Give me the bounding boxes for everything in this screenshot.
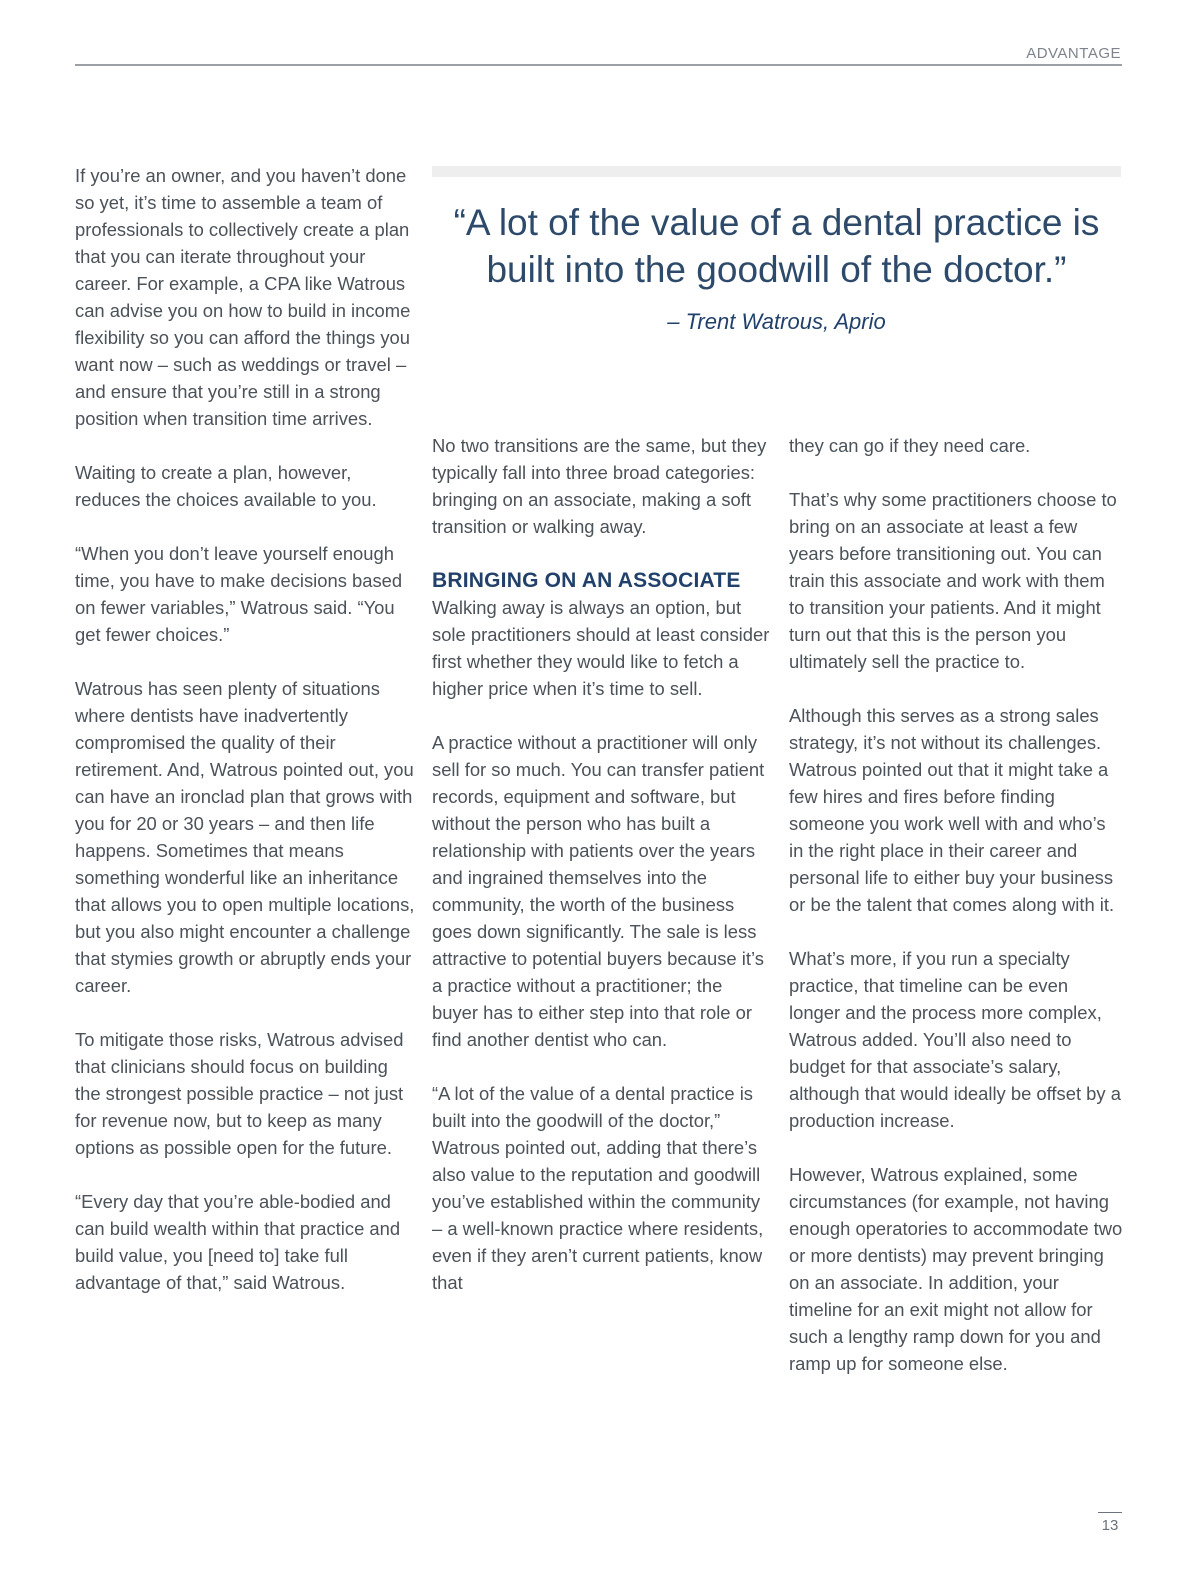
pull-quote-text: “A lot of the value of a dental practice is built into the goodwill of the doctor.” bbox=[453, 202, 1100, 290]
section-label: ADVANTAGE bbox=[1026, 45, 1121, 62]
paragraph: “Every day that you’re able-bodied and can build wealth within that practice and build value, you [need to] take full advantage of that,” said Watrous. bbox=[75, 1191, 401, 1293]
section-heading: BRINGING ON AN ASSOCIATE bbox=[432, 569, 741, 592]
paragraph: “When you don’t leave yourself enough time, you have to make decisions based on fewer variables,” Watrous said. “You get fewer choices.” bbox=[75, 543, 403, 645]
paragraph: “A lot of the value of a dental practice is built into the goodwill of the doctor,” Watrous pointed out, adding that there’s also value to the reputation and goodwill you’ve established within the community – a well-known practice where residents, even if they aren’t current patients, know that bbox=[432, 1083, 764, 1293]
article-column-3 bbox=[789, 432, 1124, 1404]
header-divider bbox=[75, 64, 1122, 66]
paragraph: Walking away is always an option, but sole practitioners should at least consider first whether they would like to fetch a higher price when it’s time to sell. bbox=[432, 597, 770, 699]
paragraph: Watrous has seen plenty of situations where dentists have inadvertently compromised the quality of their retirement. And, Watrous pointed out, you can have an ironclad plan that grows with you for 20 or 30 years – and then life happens. Sometimes that means something wonderful like an inheritance that allows you to open multiple locations, but you also might encounter a challenge that stymies growth or abruptly ends your career. bbox=[75, 678, 415, 996]
article-column-2 bbox=[432, 432, 772, 1323]
paragraph: If you’re an owner, and you haven’t done so yet, it’s time to assemble a team of professionals to collectively create a plan that you can iterate throughout your career. For example, a CPA like Watrous can advise you on how to build in income flexibility so you can afford the things you want now – such as weddings or travel – and ensure that you’re still in a strong position when transition time arrives. bbox=[75, 165, 411, 429]
paragraph: That’s why some practitioners choose to bring on an associate at least a few years before transitioning out. You can train this associate and work with them to transition your patients. And it might turn out that this is the person you ultimately sell the practice to. bbox=[789, 489, 1117, 672]
paragraph: Although this serves as a strong sales strategy, it’s not without its challenges. Watrous pointed out that it might take a few hires and fires before finding someone you work well with and who’s in the right place in their career and personal life to either buy your business or be the talent that comes along with it. bbox=[789, 705, 1115, 915]
page-number: 13 bbox=[1098, 1512, 1122, 1534]
paragraph: However, Watrous explained, some circumstances (for example, not having enough operatories to accommodate two or more dentists) may prevent bringing on an associate. In addition, your timeline for an exit might not allow for such a lengthy ramp down for you and ramp up for someone else. bbox=[789, 1164, 1123, 1374]
pull-quote bbox=[432, 166, 1121, 335]
paragraph: To mitigate those risks, Watrous advised that clinicians should focus on building the strongest possible practice – not just for revenue now, but to keep as many options as possible open for the future. bbox=[75, 1029, 404, 1158]
paragraph: Waiting to create a plan, however, reduces the choices available to you. bbox=[75, 462, 377, 510]
article-column-1 bbox=[75, 162, 415, 1323]
paragraph: What’s more, if you run a specialty practice, that timeline can be even longer and the process more complex, Watrous added. You’ll also need to budget for that associate’s salary, although that would ideally be offset by a production increase. bbox=[789, 948, 1121, 1131]
intro-paragraph: No two transitions are the same, but they typically fall into three broad categories: bringing on an associate, making a soft transition or walking away. bbox=[432, 435, 767, 537]
paragraph: A practice without a practitioner will only sell for so much. You can transfer patient records, equipment and software, but without the person who has built a relationship with patients over the years and ingrained themselves into the community, the worth of the business goes down significantly. The sale is less attractive to potential buyers because it’s a practice without a practitioner; the buyer has to either step into that role or find another dentist who can. bbox=[432, 732, 765, 1050]
pull-quote-attribution: – Trent Watrous, Aprio bbox=[667, 309, 886, 334]
paragraph: they can go if they need care. bbox=[789, 435, 1031, 456]
